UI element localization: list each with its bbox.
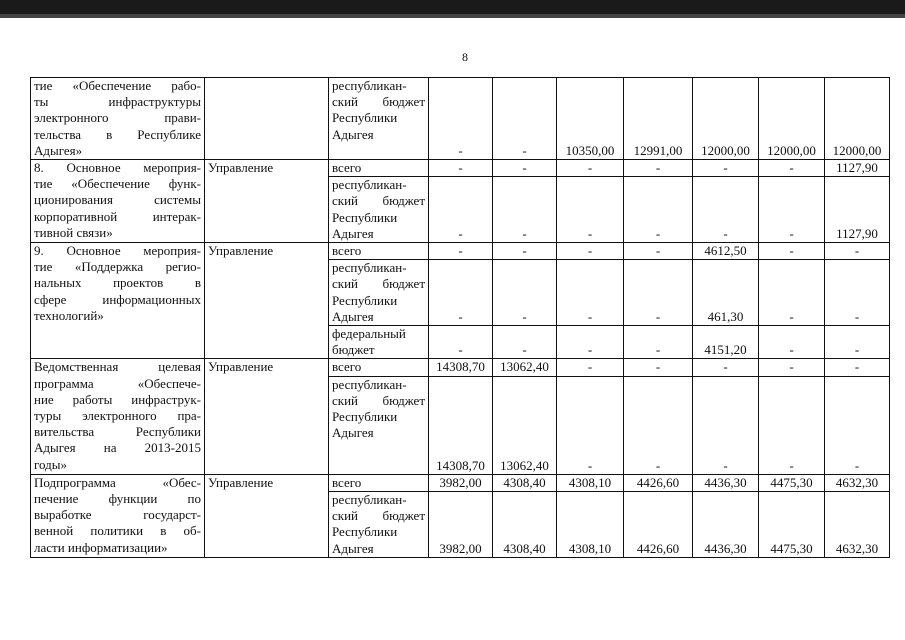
value-cell: 4308,40 [493, 492, 557, 558]
row-title-line: ционирования системы [34, 192, 201, 208]
value-cell: 4632,30 [825, 474, 890, 491]
funding-source-line: бюджет [332, 342, 375, 358]
value-cell: - [557, 177, 624, 243]
value-cell: - [693, 376, 759, 474]
value-cell: 3982,00 [429, 492, 493, 558]
executor-cell [205, 78, 329, 160]
value-cell: - [825, 326, 890, 359]
funding-source-line: Адыгея [332, 540, 374, 556]
value-cell: - [759, 160, 825, 177]
funding-source-line: всего [332, 474, 362, 490]
value-cell: - [624, 177, 693, 243]
row-title-line: тие «Обеспечение рабо- [34, 78, 201, 93]
table-row [31, 78, 890, 160]
table-body [31, 78, 890, 558]
value-cell: 10350,00 [557, 78, 624, 160]
value-cell: - [557, 376, 624, 474]
funding-source-line: Адыгея [332, 425, 374, 441]
value-cell: - [759, 177, 825, 243]
funding-source-line: республикан- [332, 177, 407, 193]
table-row [31, 359, 890, 376]
value-cell: 4151,20 [693, 326, 759, 359]
value-cell: 4308,10 [557, 474, 624, 491]
value-cell: - [493, 243, 557, 260]
row-title-line: Адыгея» [34, 142, 83, 158]
row-title-line: 8. Основное мероприя- [34, 160, 201, 176]
funding-source-line: всего [332, 359, 362, 375]
row-title-line: Ведомственная целевая [34, 359, 201, 375]
executor-cell: Управление [205, 160, 329, 243]
value-cell: - [429, 243, 493, 260]
value-cell: - [429, 78, 493, 160]
value-cell: - [693, 177, 759, 243]
value-cell: - [429, 160, 493, 177]
funding-source-line: Республики [332, 110, 398, 126]
value-cell: - [825, 260, 890, 326]
value-cell: 12000,00 [693, 78, 759, 160]
value-cell: 12000,00 [825, 78, 890, 160]
funding-source-line: республикан- [332, 492, 407, 508]
value-cell: 4436,30 [693, 474, 759, 491]
value-cell: 4475,30 [759, 474, 825, 491]
value-cell: - [759, 376, 825, 474]
table-row [31, 243, 890, 260]
value-cell: 14308,70 [429, 376, 493, 474]
row-title-line: Подпрограмма «Обес- [34, 474, 201, 490]
value-cell: - [759, 260, 825, 326]
row-title-cell [31, 160, 205, 243]
value-cell: - [759, 359, 825, 376]
funding-source-line: ский бюджет [332, 392, 425, 408]
funding-source-cell [329, 492, 429, 558]
page-number: 8 [462, 50, 468, 64]
table-row [31, 160, 890, 177]
value-cell: 461,30 [693, 260, 759, 326]
row-title-line: венной политики в об- [34, 523, 201, 539]
value-cell: 4612,50 [693, 243, 759, 260]
value-cell: - [624, 326, 693, 359]
value-cell: 4308,40 [493, 474, 557, 491]
executor-cell: Управление [205, 474, 329, 557]
funding-source-cell [329, 376, 429, 474]
value-cell: - [825, 376, 890, 474]
value-cell: - [557, 359, 624, 376]
funding-source-cell [329, 474, 429, 491]
value-cell: - [557, 260, 624, 326]
value-cell: - [429, 177, 493, 243]
value-cell: 1127,90 [825, 177, 890, 243]
row-title-line: нальных проектов в [34, 275, 201, 291]
funding-source-cell [329, 177, 429, 243]
value-cell: - [624, 160, 693, 177]
funding-source-line: Республики [332, 209, 398, 225]
funding-source-line: Адыгея [332, 308, 374, 324]
value-cell: - [493, 160, 557, 177]
value-cell: - [493, 326, 557, 359]
funding-source-cell [329, 160, 429, 177]
funding-source-cell [329, 359, 429, 376]
scan-top-border-shadow [0, 14, 905, 18]
funding-source-line: республикан- [332, 78, 407, 93]
row-title-line: печение функции по [34, 491, 201, 507]
funding-source-line: Адыгея [332, 225, 374, 241]
row-title-line: туры электронного пра- [34, 408, 201, 424]
funding-source-line: ский бюджет [332, 94, 425, 110]
value-cell: - [624, 243, 693, 260]
value-cell: 12000,00 [759, 78, 825, 160]
value-cell: - [825, 243, 890, 260]
funding-source-line: всего [332, 243, 362, 259]
row-title-line: ты инфраструктуры [34, 94, 201, 110]
value-cell: - [624, 376, 693, 474]
value-cell: - [624, 359, 693, 376]
funding-source-line: Республики [332, 409, 398, 425]
row-title-cell [31, 359, 205, 474]
row-title-cell [31, 78, 205, 160]
executor-cell: Управление [205, 359, 329, 474]
funding-source-line: республикан- [332, 260, 407, 276]
row-title-line: ние работы инфраструк- [34, 391, 201, 407]
value-cell: - [493, 78, 557, 160]
value-cell: - [825, 359, 890, 376]
row-title-line: технологий» [34, 307, 104, 323]
row-title-cell [31, 243, 205, 359]
value-cell: 4426,60 [624, 492, 693, 558]
funding-source-line: Республики [332, 292, 398, 308]
value-cell: 13062,40 [493, 359, 557, 376]
value-cell: 4632,30 [825, 492, 890, 558]
row-title-cell [31, 474, 205, 557]
table-row [31, 474, 890, 491]
value-cell: 14308,70 [429, 359, 493, 376]
row-title-line: программа «Обеспече- [34, 375, 201, 391]
value-cell: - [624, 260, 693, 326]
funding-source-line: республикан- [332, 376, 407, 392]
value-cell: 4436,30 [693, 492, 759, 558]
value-cell: 13062,40 [493, 376, 557, 474]
row-title-line: 9. Основное мероприя- [34, 243, 201, 259]
funding-source-cell [329, 260, 429, 326]
budget-table [30, 77, 890, 558]
value-cell: - [493, 260, 557, 326]
funding-source-cell [329, 243, 429, 260]
executor-cell: Управление [205, 243, 329, 359]
funding-source-line: ский бюджет [332, 193, 425, 209]
value-cell: - [693, 359, 759, 376]
funding-source-line: всего [332, 160, 362, 176]
row-title-line: вительства Республики [34, 424, 201, 440]
value-cell: - [429, 326, 493, 359]
value-cell: - [693, 160, 759, 177]
value-cell: - [759, 326, 825, 359]
row-title-line: тельства в Республике [34, 126, 201, 142]
value-cell: 1127,90 [825, 160, 890, 177]
row-title-line: тивной связи» [34, 224, 113, 240]
value-cell: - [493, 177, 557, 243]
value-cell: - [557, 243, 624, 260]
row-title-line: корпоративной интерак- [34, 208, 201, 224]
row-title-line: Адыгея на 2013-2015 [34, 440, 201, 456]
funding-source-line: Республики [332, 524, 398, 540]
row-title-line: ласти информатизации» [34, 539, 168, 555]
row-title-line: тие «Поддержка регио- [34, 259, 201, 275]
funding-source-line: ский бюджет [332, 508, 425, 524]
value-cell: - [759, 243, 825, 260]
row-title-line: выработке государст- [34, 507, 201, 523]
row-title-line: тие «Обеспечение функ- [34, 176, 201, 192]
row-title-line: годы» [34, 456, 67, 472]
value-cell: 4426,60 [624, 474, 693, 491]
value-cell: 4475,30 [759, 492, 825, 558]
value-cell: - [557, 160, 624, 177]
value-cell: - [557, 326, 624, 359]
value-cell: 12991,00 [624, 78, 693, 160]
value-cell: 3982,00 [429, 474, 493, 491]
funding-source-cell [329, 326, 429, 359]
funding-source-cell [329, 78, 429, 160]
funding-source-line: Адыгея [332, 126, 374, 142]
funding-source-line: ский бюджет [332, 276, 425, 292]
scan-top-border [0, 0, 905, 14]
row-title-line: сфере информационных [34, 291, 201, 307]
row-title-line: электронного прави- [34, 110, 201, 126]
value-cell: - [429, 260, 493, 326]
value-cell: 4308,10 [557, 492, 624, 558]
funding-source-line: федеральный [332, 326, 406, 342]
